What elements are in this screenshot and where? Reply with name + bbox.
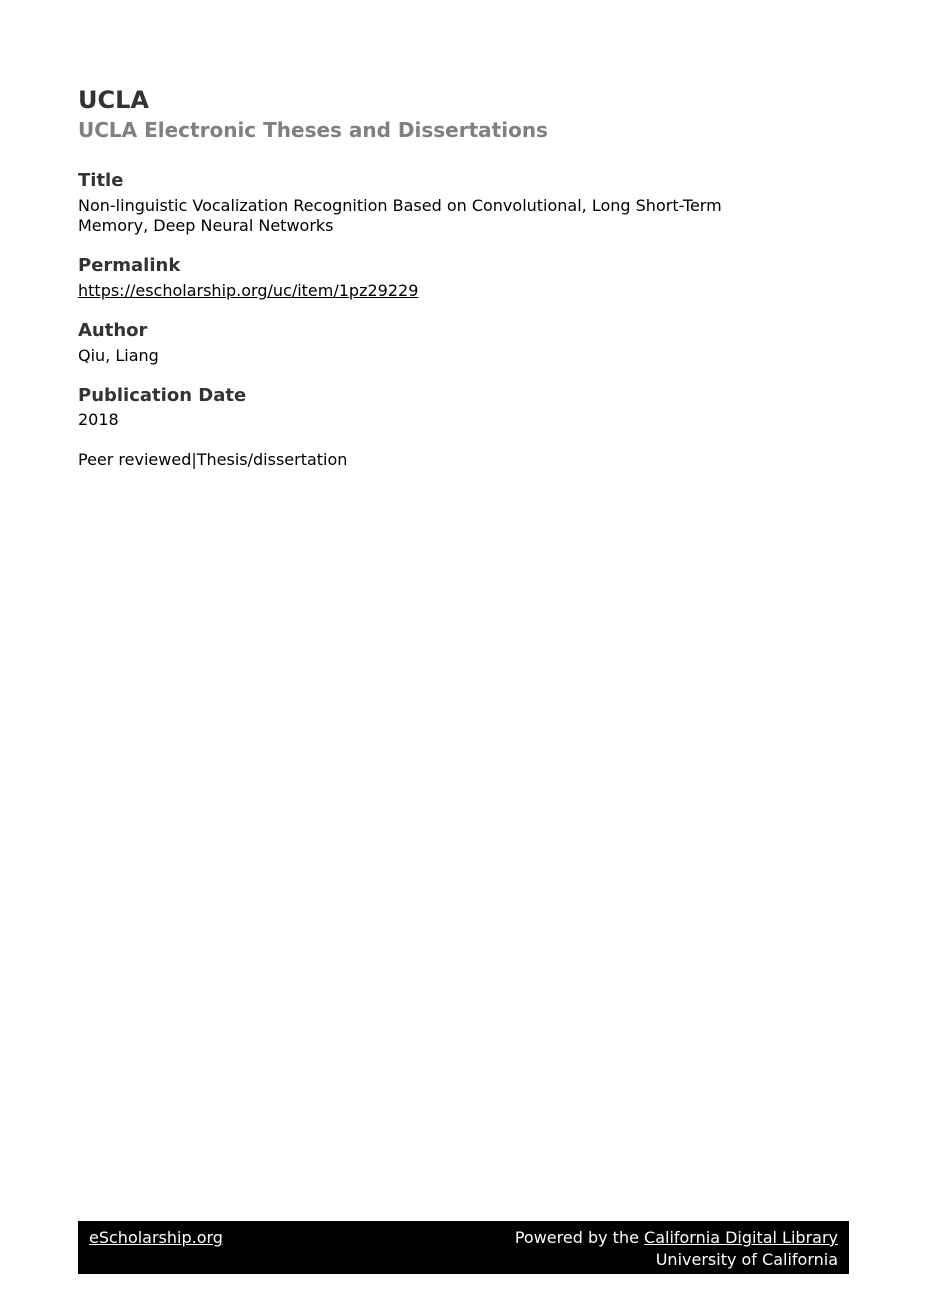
title-value xyxy=(78,196,838,236)
permalink-link[interactable]: https://escholarship.org/uc/item/1pz29229 xyxy=(78,281,419,300)
powered-by-text: Powered by the xyxy=(514,1228,645,1247)
publication-date-label: Publication Date xyxy=(78,385,247,406)
title-line-2: Memory, Deep Neural Networks xyxy=(78,216,334,235)
footer-credits xyxy=(515,1227,838,1271)
author-label: Author xyxy=(78,320,148,341)
powered-by-line xyxy=(515,1227,838,1249)
permalink-value xyxy=(78,281,838,301)
publication-date-value: 2018 xyxy=(78,410,119,429)
cdl-link[interactable]: California Digital Library xyxy=(644,1228,838,1247)
university-name: University of California xyxy=(655,1250,838,1269)
title-label: Title xyxy=(78,170,124,191)
series-name: UCLA Electronic Theses and Dissertations xyxy=(78,118,548,142)
institution-name: UCLA xyxy=(78,86,149,114)
author-value: Qiu, Liang xyxy=(78,346,159,365)
permalink-label: Permalink xyxy=(78,255,181,276)
title-line-1: Non-linguistic Vocalization Recognition Based on Convolutional, Long Short-Term xyxy=(78,196,722,215)
peer-review-status: Peer reviewed|Thesis/dissertation xyxy=(78,450,348,469)
footer-bar xyxy=(78,1221,849,1274)
escholarship-link[interactable]: eScholarship.org xyxy=(89,1228,223,1247)
